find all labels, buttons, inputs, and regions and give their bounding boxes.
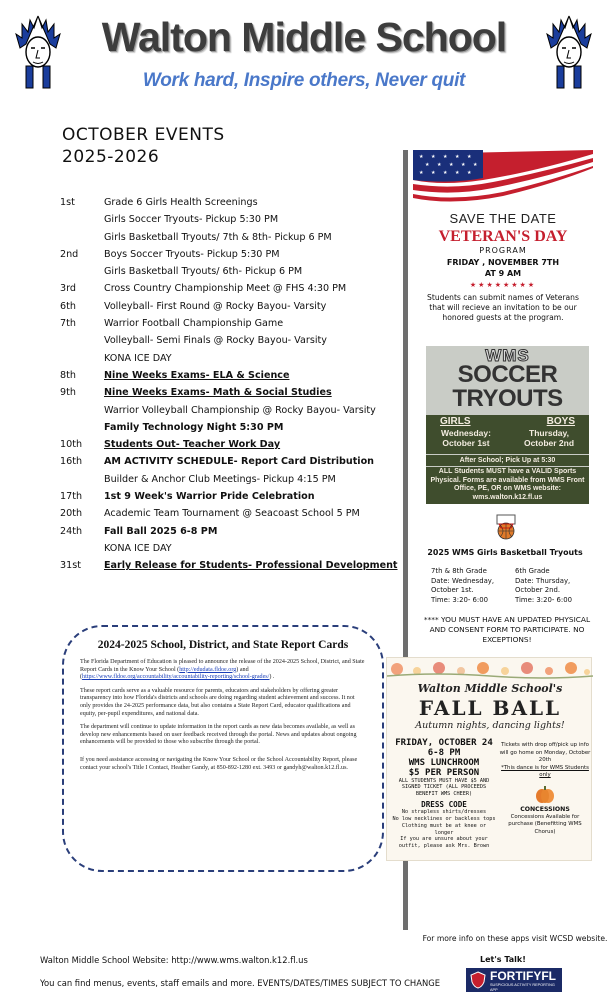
fortifyfl-logo	[466, 968, 562, 992]
girls-heading: GIRLS	[440, 416, 471, 427]
american-flag-icon	[413, 150, 593, 210]
event-text: Early Release for Students- Professional Development	[104, 560, 398, 572]
grade-6-date: Date: Thursday, October 2nd.	[515, 576, 571, 595]
event-row	[60, 194, 395, 211]
report-card-text: The Florida Department of Education is pleased to announce the release of the 2024-2025 School, District, and State Report Cards in the Know Your School (	[80, 659, 365, 673]
event-date: 31st	[60, 560, 81, 572]
school-grades-link[interactable]: https://www.fldoe.org/accountability/accountability-reporting/school-grades/	[82, 674, 270, 681]
soccer-physical-note: ALL Students MUST have a VALID Sports Physical. Forms are available from WMS Front Office, PE, OR on WMS website: wms.walton.k12.fl.us	[430, 468, 585, 501]
events-list	[60, 194, 398, 575]
event-text: Girls Basketball Tryouts/ 7th & 8th- Pickup 6 PM	[104, 231, 332, 243]
boys-heading: BOYS	[546, 416, 575, 427]
veterans-message: Students can submit names of Veterans that will recieve an invitation to be our honored guests at the program.	[427, 293, 579, 322]
save-the-date-text: SAVE THE DATE	[449, 211, 557, 226]
october-events-heading	[62, 124, 225, 168]
grade-6-heading: 6th Grade	[515, 567, 550, 575]
fall-ball-place: WMS LUNCHROOM	[408, 758, 480, 768]
warrior-mascot-icon	[543, 14, 595, 92]
event-row	[60, 315, 395, 332]
report-card-text: ) and (	[80, 666, 249, 681]
event-row	[60, 298, 395, 315]
svg-text:★: ★	[431, 170, 436, 176]
concessions-heading: CONCESSIONS	[520, 805, 570, 813]
report-card-text: ) .	[269, 674, 275, 681]
event-date	[60, 332, 104, 349]
event-date: 3rd	[60, 283, 76, 295]
event-text: Grade 6 Girls Health Screenings	[104, 197, 258, 208]
event-date: 9th	[60, 387, 76, 399]
event-date: 6th	[60, 300, 76, 312]
svg-text:★: ★	[419, 154, 424, 160]
veterans-date: FRIDAY , NOVEMBER 7TH	[446, 258, 560, 267]
basketball-tryouts-flyer	[415, 514, 595, 654]
boys-date: October 2nd	[523, 438, 575, 448]
warrior-mascot-icon	[12, 14, 64, 92]
event-row	[60, 453, 395, 470]
event-row	[60, 332, 395, 349]
report-card-paragraph: The department will continue to update information in the report cards as new data becomes available, as well as develop new enhancements based on user feedback received through the portal. News and updates about ongoing enhancements will be provided to those who subscribe through the portal.	[80, 724, 357, 746]
event-row	[60, 384, 395, 401]
grade-7-8-date: Date: Wednesday, October 1st.	[431, 576, 495, 595]
veterans-time: AT 9 AM	[484, 269, 522, 278]
event-row	[60, 367, 395, 384]
girls-day: Wednesday:	[441, 428, 491, 438]
soccer-pickup-time: After School; Pick Up at 5:30	[426, 454, 589, 467]
students-only-note: *This dance is for WMS Students only	[501, 764, 589, 779]
event-row	[60, 436, 395, 453]
svg-text:★: ★	[437, 162, 442, 168]
event-text: Nine Weeks Exams- ELA & Science	[104, 369, 290, 381]
event-date	[60, 211, 104, 228]
svg-text:★: ★	[467, 154, 472, 160]
event-text: Girls Soccer Tryouts- Pickup 5:30 PM	[104, 214, 279, 226]
event-text: Girls Basketball Tryouts/ 6th- Pickup 6 PM	[104, 266, 303, 278]
svg-text:★: ★	[455, 170, 460, 176]
event-row	[60, 350, 395, 367]
ticket-info: Tickets with drop off/pick up info will go home on Monday, October 20th	[499, 742, 591, 764]
veterans-program-label: PROGRAM	[479, 246, 527, 255]
fall-ball-day: FRIDAY, OCTOBER 24	[395, 738, 493, 748]
know-your-school-link[interactable]: http://edudata.fldoe.org	[179, 666, 237, 673]
school-motto: Work hard, Inspire others, Never quit	[142, 70, 466, 91]
girls-date: October 1st	[442, 438, 490, 448]
school-year: 2025-2026	[62, 147, 160, 167]
svg-text:★: ★	[443, 170, 448, 176]
event-text: Academic Team Tournament @ Seacoast School 5 PM	[104, 508, 360, 520]
event-row	[60, 505, 395, 522]
event-date: 7th	[60, 318, 76, 330]
event-text: Boys Soccer Tryouts- Pickup 5:30 PM	[104, 248, 280, 260]
report-card-notice	[62, 625, 384, 872]
svg-text:★: ★	[431, 154, 436, 160]
fall-ball-price: $5 PER PERSON	[408, 768, 480, 778]
svg-text:★: ★	[467, 170, 472, 176]
event-date: 20th	[60, 508, 83, 520]
fortifyfl-text: FORTIFYFL	[490, 969, 556, 983]
event-text: Cross Country Championship Meet @ FHS 4:30 PM	[104, 283, 347, 295]
event-date	[60, 350, 104, 367]
svg-text:★: ★	[473, 162, 478, 168]
soccer-wms-label: WMS	[485, 346, 530, 365]
event-row	[60, 471, 395, 488]
event-text: Nine Weeks Exams- Math & Social Studies	[104, 387, 332, 399]
event-text: AM ACTIVITY SCHEDULE- Report Card Distribution	[104, 456, 375, 468]
fall-ball-time: 6-8 PM	[427, 748, 461, 758]
dress-code-item: If you are unsure about your outfit, please ask Mrs. Brown	[398, 836, 490, 850]
girls-tryout-date	[430, 428, 502, 448]
fall-ball-flyer	[386, 657, 592, 861]
stars-divider: ★★★★★★★★	[469, 281, 537, 289]
event-date: 2nd	[60, 248, 79, 260]
event-date	[60, 263, 104, 280]
svg-text:★: ★	[425, 162, 430, 168]
event-text: 1st 9 Week's Warrior Pride Celebration	[104, 491, 315, 503]
event-date: 17th	[60, 491, 83, 503]
grade-6-time: Time: 3:20- 6:00	[515, 595, 572, 604]
event-row	[60, 419, 395, 436]
event-date	[60, 471, 104, 488]
event-row	[60, 229, 395, 246]
october-events-title: OCTOBER EVENTS	[62, 125, 225, 145]
event-text: Volleyball- Semi Finals @ Rocky Bayou- Varsity	[104, 335, 327, 347]
event-row	[60, 211, 395, 228]
boys-day: Thursday,	[529, 428, 569, 438]
soccer-title-line: SOCCER	[457, 361, 558, 388]
svg-text:★: ★	[461, 162, 466, 168]
school-title: Walton Middle School	[101, 14, 507, 60]
svg-text:★: ★	[449, 162, 454, 168]
flower-garland-icon	[387, 660, 593, 680]
event-text: Builder & Anchor Club Meetings- Pickup 4:15 PM	[104, 473, 336, 485]
grade-6-tryout	[515, 567, 597, 605]
basketball-title: 2025 WMS Girls Basketball Tryouts	[427, 548, 583, 557]
fall-ball-tagline: Autumn nights, dancing lights!	[415, 720, 565, 731]
veterans-day-title: VETERAN'S DAY	[438, 228, 568, 245]
event-date	[60, 419, 104, 436]
basketball-physical-note: **** YOU MUST HAVE AN UPDATED PHYSICAL AND CONSENT FORM TO PARTICIPATE. NO EXCEPTIONS!	[423, 615, 591, 644]
fall-ball-tickets	[499, 742, 591, 836]
event-text: Warrior Football Championship Game	[104, 318, 284, 330]
event-text: KONA ICE DAY	[104, 352, 172, 364]
boys-tryout-date	[513, 428, 585, 448]
grade-7-8-time: Time: 3:20- 6:00	[431, 595, 488, 604]
event-text: Volleyball- First Round @ Rocky Bayou- Varsity	[104, 300, 327, 312]
soccer-tryouts-flyer	[426, 346, 589, 504]
lets-talk-label: Let's Talk!	[480, 955, 526, 964]
event-date: 16th	[60, 456, 83, 468]
fortifyfl-subtitle: SUSPICIOUS ACTIVITY REPORTING APP	[490, 983, 555, 992]
event-text: Warrior Volleyball Championship @ Rocky Bayou- Varsity	[104, 404, 376, 416]
concessions-info: Concessions Available for purchase (Benefitting WMS Chorus)	[508, 813, 582, 835]
event-date: 10th	[60, 439, 83, 451]
svg-text:★: ★	[455, 154, 460, 160]
school-website-text: Walton Middle School Website: http://www.wms.walton.k12.fl.us	[40, 955, 308, 965]
event-date: 8th	[60, 369, 76, 381]
shield-icon	[470, 971, 486, 989]
dress-code-item: Clothing must be at knee or longer	[401, 822, 487, 836]
fall-ball-rules: ALL STUDENTS MUST HAVE $5 AND SIGNED TICKET (ALL PROCEEDS BENEFIT WMS CHEER)	[398, 778, 490, 797]
fall-ball-details	[391, 738, 497, 850]
report-card-contact: If you need assistance accessing or navigating the Know Your School or the School Accountability Report, please contact your school's Title I Contact, Heather Gandy, at 850-892-1280 ext. 3493 or gandyh@walton.k12.fl.us.	[80, 756, 358, 771]
soccer-details	[426, 415, 589, 504]
dress-code-heading: DRESS CODE	[421, 800, 467, 810]
grade-7-8-heading: 7th & 8th Grade	[431, 567, 487, 575]
fall-ball-school: Walton Middle School's	[417, 682, 563, 695]
event-date	[60, 402, 104, 419]
event-date: 24th	[60, 525, 83, 537]
event-text: Students Out- Teacher Work Day	[104, 439, 281, 451]
report-card-title: 2024-2025 School, District, and State Report Cards	[97, 639, 349, 651]
apps-info: For more info on these apps visit WCSD website.	[422, 934, 607, 943]
pumpkin-icon	[534, 784, 556, 804]
event-row	[60, 246, 395, 263]
report-card-paragraph: These report cards serve as a valuable resource for parents, educators and stakeholders by offering greater transparency into how Florida's districts and schools are doing regarding student achievement and success. It not only provides the 24-2025 performance data, but also contains a State Report Card, educator qualifications and equity, per-pupil expenditures, and national data.	[80, 687, 355, 717]
report-card-paragraph	[80, 659, 366, 682]
event-row	[60, 402, 395, 419]
event-date	[60, 540, 104, 557]
soccer-tryouts-title	[426, 363, 589, 411]
dress-code-item: No low necklines or backless tops	[392, 816, 496, 823]
dress-code-item: No strapless shirts/dresses	[401, 809, 487, 816]
fall-ball-title: FALL BALL	[418, 696, 562, 720]
basketball-hoop-icon	[493, 514, 519, 542]
event-text: Fall Ball 2025 6-8 PM	[104, 525, 218, 537]
svg-text:★: ★	[443, 154, 448, 160]
event-text: Family Technology Night 5:30 PM	[104, 421, 284, 433]
event-row	[60, 263, 395, 280]
grade-7-8-tryout	[431, 567, 513, 605]
veterans-day-flyer	[413, 150, 593, 340]
soccer-title-line: TRYOUTS	[452, 385, 563, 412]
event-row	[60, 540, 395, 557]
svg-text:★: ★	[419, 170, 424, 176]
event-date: 1st	[60, 197, 75, 208]
event-row	[60, 280, 395, 297]
event-text: KONA ICE DAY	[104, 542, 172, 554]
event-date	[60, 229, 104, 246]
footer-note: You can find menus, events, staff emails and more. EVENTS/DATES/TIMES SUBJECT TO CHANGE	[40, 978, 440, 988]
event-row	[60, 523, 395, 540]
event-row	[60, 557, 398, 574]
event-row	[60, 488, 395, 505]
